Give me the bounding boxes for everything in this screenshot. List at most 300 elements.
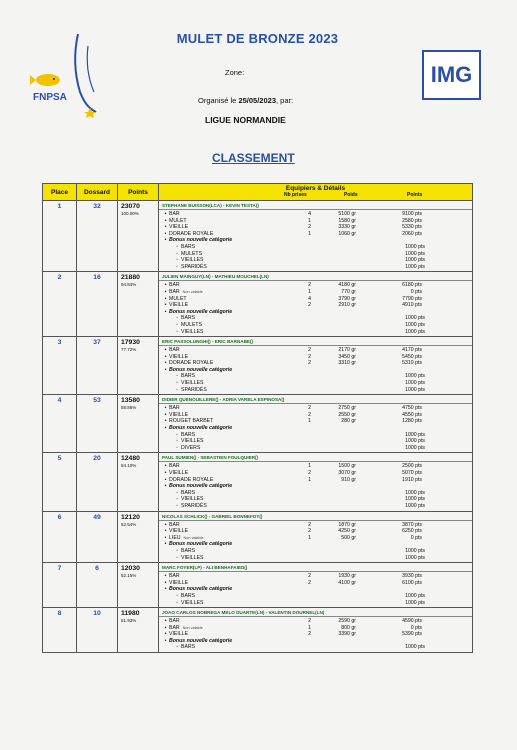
bullet-icon: •	[164, 360, 167, 367]
catch-points: 5070 pts	[402, 470, 422, 476]
species-name: DORADE ROYALE	[169, 360, 214, 367]
bonus-spacer	[272, 490, 314, 497]
bonus-line	[162, 438, 469, 445]
bullet-icon: •	[164, 624, 167, 631]
catch-line	[162, 477, 469, 484]
circle-bullet-icon: ◦	[176, 243, 178, 250]
bullet-icon: •	[164, 295, 167, 302]
species-name: BAR	[169, 405, 180, 412]
catch-line	[162, 289, 469, 296]
bullet-icon: •	[164, 528, 167, 535]
catch-species	[169, 412, 269, 419]
bonus-line	[162, 251, 469, 258]
species-name: VIEILLE	[169, 302, 189, 309]
team-names: JOAO CARLOS NOBREGA MELO DUARTE(LN) - VALENTIN DOURNEL(LN)	[159, 609, 472, 617]
bonus-category: BARS	[181, 644, 196, 651]
bonus-line	[162, 503, 469, 510]
catch-species	[169, 282, 269, 289]
catch-points: 5330 pts	[402, 224, 422, 231]
bonus-spacer	[272, 257, 314, 264]
bonus-line	[162, 548, 469, 555]
catch-species	[169, 405, 269, 412]
bonus-title: Bonus nouvelle catégorie	[169, 586, 233, 593]
header-dossard: Dossard	[77, 184, 118, 201]
catch-weight: 4180 gr	[338, 282, 356, 289]
catch-weight: 3070 gr	[338, 470, 356, 476]
catch-weight: 500 gr	[341, 534, 356, 541]
catch-species	[169, 573, 269, 580]
catch-count: 1	[308, 624, 311, 631]
bonus-heading	[162, 541, 469, 548]
total-points: 21880	[121, 274, 140, 282]
catch-species	[169, 418, 269, 425]
bonus-category: SPARIDÉS	[181, 386, 207, 393]
points-cell	[118, 272, 159, 337]
table-row	[43, 608, 473, 653]
bullet-icon: •	[164, 425, 167, 432]
bonus-category: BARS	[181, 592, 196, 599]
dossard-cell: 49	[77, 511, 118, 563]
catch-weight: 4100 gr	[338, 579, 356, 586]
bonus-heading	[162, 237, 469, 244]
bonus-line	[162, 445, 469, 452]
catch-line	[162, 463, 469, 470]
catch-count: 1	[308, 288, 311, 295]
catch-line	[162, 470, 469, 477]
bonus-line	[162, 432, 469, 439]
bonus-spacer	[272, 445, 314, 452]
catch-line	[162, 302, 469, 309]
catch-species	[169, 470, 269, 477]
catch-count: 2	[308, 573, 311, 580]
catch-points: 5450 pts	[402, 353, 422, 360]
catch-weight: 280 gr	[341, 418, 356, 425]
catch-line	[162, 580, 469, 587]
invalid-note: Non valable	[183, 535, 204, 540]
bonus-spacer	[314, 373, 359, 380]
bullet-icon: •	[164, 282, 167, 289]
catch-points: 4910 pts	[402, 302, 422, 309]
bonus-points: 1000 pts	[405, 599, 425, 606]
catch-count: 1	[308, 534, 311, 541]
catch-points: 4550 pts	[402, 411, 422, 418]
bonus-line	[162, 315, 469, 322]
organise-date: 25/05/2023	[238, 96, 276, 105]
catch-species	[169, 360, 269, 367]
points-percentage: 58.86%	[121, 405, 137, 411]
bonus-points: 1000 pts	[405, 380, 425, 387]
bonus-line	[162, 322, 469, 329]
catch-points: 6180 pts	[402, 282, 422, 289]
points-cell	[118, 201, 159, 272]
details-cell	[159, 511, 473, 563]
bullet-icon: •	[164, 573, 167, 580]
catch-line	[162, 535, 469, 542]
points-percentage: 51.93%	[121, 618, 137, 624]
bonus-category: BARS	[181, 373, 196, 380]
circle-bullet-icon: ◦	[176, 431, 178, 438]
species-name: BAR	[169, 211, 180, 217]
place-cell: 3	[43, 337, 77, 395]
bonus-line	[162, 496, 469, 503]
bonus-spacer	[314, 496, 359, 503]
bullet-icon: •	[164, 586, 167, 593]
catch-count: 1	[308, 418, 311, 425]
circle-bullet-icon: ◦	[176, 547, 178, 554]
bonus-spacer	[272, 600, 314, 607]
bonus-spacer	[314, 548, 359, 555]
bonus-category: SPARIDÉS	[181, 502, 207, 509]
bullet-icon: •	[164, 579, 167, 586]
points-percentage: 52.15%	[121, 573, 137, 579]
dossard-cell: 37	[77, 337, 118, 395]
results-body	[43, 201, 473, 653]
details-cell	[159, 272, 473, 337]
bullet-icon: •	[164, 347, 167, 354]
species-name: BAR	[169, 463, 180, 470]
species-name: VIEILLE	[169, 411, 189, 418]
catch-points: 3930 pts	[402, 573, 422, 580]
bonus-spacer	[314, 432, 359, 439]
catch-weight: 800 gr	[341, 624, 356, 631]
organise-line	[198, 96, 293, 105]
total-points: 23070	[121, 203, 140, 210]
bonus-category: BARS	[181, 489, 196, 496]
species-name: BAR	[169, 282, 180, 289]
catch-weight: 2910 gr	[338, 302, 356, 309]
bonus-spacer	[272, 496, 314, 503]
bonus-category: VIEILLES	[181, 599, 204, 606]
dossard-cell: 10	[77, 608, 118, 653]
bonus-points: 1000 pts	[405, 243, 425, 250]
catch-line	[162, 218, 469, 225]
bullet-icon: •	[164, 237, 167, 244]
catch-weight: 2550 gr	[338, 411, 356, 418]
bonus-category: BARS	[181, 547, 196, 554]
catch-points: 0 pts	[410, 624, 422, 631]
zone-label: Zone:	[225, 68, 245, 77]
dossard-cell: 32	[77, 201, 118, 272]
details-cell	[159, 608, 473, 653]
points-percentage: 52.54%	[121, 521, 137, 527]
bonus-title: Bonus nouvelle catégorie	[169, 637, 233, 644]
table-row	[43, 337, 473, 395]
bonus-spacer	[314, 644, 359, 651]
catch-line	[162, 618, 469, 625]
bonus-spacer	[272, 555, 314, 562]
bullet-icon: •	[164, 534, 167, 541]
bullet-icon: •	[164, 217, 167, 224]
bonus-category: SPARIDÉS	[181, 263, 207, 270]
bonus-spacer	[272, 264, 314, 271]
details-cell	[159, 337, 473, 395]
place-cell: 2	[43, 272, 77, 337]
bonus-line	[162, 329, 469, 336]
bonus-title: Bonus nouvelle catégorie	[169, 308, 233, 315]
total-points: 12480	[121, 455, 140, 463]
bonus-points: 1000 pts	[405, 444, 425, 451]
team-names: ERIC PASSOLUNGHI() - ERIC BARNABE()	[159, 338, 472, 346]
catch-count: 2	[308, 470, 311, 476]
bonus-points: 1000 pts	[405, 502, 425, 509]
bonus-spacer	[314, 322, 359, 329]
bonus-title: Bonus nouvelle catégorie	[169, 425, 233, 432]
points-cell	[118, 453, 159, 511]
bullet-icon: •	[164, 483, 167, 490]
species-name: VIEILLE	[169, 528, 189, 535]
bonus-spacer	[314, 315, 359, 322]
bullet-icon: •	[164, 302, 167, 309]
bonus-spacer	[314, 251, 359, 258]
catch-count: 2	[308, 528, 311, 535]
species-name: VIEILLE	[169, 224, 189, 231]
species-name: BAR	[169, 347, 180, 354]
catch-points: 4750 pts	[402, 405, 422, 412]
catch-species	[169, 522, 269, 529]
catch-count: 2	[308, 224, 311, 231]
organise-suffix: , par:	[276, 96, 294, 105]
table-row	[43, 563, 473, 608]
bullet-icon: •	[164, 521, 167, 528]
header-details-title: Equipiers & Détails	[285, 185, 346, 192]
bonus-points: 1000 pts	[405, 644, 425, 651]
bonus-category: BARS	[181, 243, 196, 250]
circle-bullet-icon: ◦	[176, 257, 178, 264]
catch-species	[169, 535, 269, 542]
points-cell	[118, 395, 159, 453]
catch-weight: 1500 gr	[338, 463, 356, 470]
total-points: 12030	[121, 565, 140, 573]
invalid-note: Non valable	[182, 289, 203, 294]
catch-line	[162, 347, 469, 354]
team-names: NICOLAS SCHLICK() - GABRIEL BONNEFOY()	[159, 513, 472, 521]
catch-points: 4590 pts	[402, 618, 422, 625]
catch-line	[162, 631, 469, 638]
catch-species	[169, 296, 269, 303]
bonus-spacer	[272, 373, 314, 380]
total-points: 13580	[121, 397, 140, 405]
dossard-cell: 6	[77, 563, 118, 608]
catch-points: 5310 pts	[402, 360, 422, 367]
fish-logo-icon	[28, 32, 118, 122]
catch-points: 9100 pts	[402, 211, 422, 217]
bonus-category: VIEILLES	[181, 554, 204, 561]
table-row	[43, 272, 473, 337]
species-name: DORADE ROYALE	[169, 230, 214, 237]
catch-count: 2	[308, 302, 311, 309]
catch-weight: 910 gr	[341, 476, 356, 483]
catch-line	[162, 354, 469, 361]
bonus-spacer	[272, 322, 314, 329]
bullet-icon: •	[164, 224, 167, 231]
bonus-points: 1000 pts	[405, 554, 425, 561]
catch-species	[169, 477, 269, 484]
bonus-spacer	[314, 593, 359, 600]
points-percentage: 100.00%	[121, 211, 139, 216]
catch-points: 6250 pts	[402, 528, 422, 535]
place-cell: 8	[43, 608, 77, 653]
bonus-line	[162, 593, 469, 600]
catch-weight: 1580 gr	[338, 217, 356, 224]
catch-line	[162, 418, 469, 425]
place-cell: 7	[43, 563, 77, 608]
circle-bullet-icon: ◦	[176, 438, 178, 445]
catch-count: 2	[308, 282, 311, 289]
bullet-icon: •	[164, 353, 167, 360]
bullet-icon: •	[164, 288, 167, 295]
catch-line	[162, 224, 469, 231]
catch-species	[169, 463, 269, 470]
circle-bullet-icon: ◦	[176, 380, 178, 387]
catch-points: 5390 pts	[402, 631, 422, 638]
bonus-spacer	[314, 438, 359, 445]
bonus-title: Bonus nouvelle catégorie	[169, 366, 233, 373]
bonus-spacer	[314, 380, 359, 387]
bonus-line	[162, 373, 469, 380]
catch-points: 2580 pts	[402, 217, 422, 224]
catch-count: 2	[308, 579, 311, 586]
table-row	[43, 201, 473, 272]
catch-line	[162, 211, 469, 218]
header-poids: Poids	[344, 192, 358, 198]
catch-weight: 3310 gr	[338, 360, 356, 367]
bonus-spacer	[314, 555, 359, 562]
classement-heading: CLASSEMENT	[212, 151, 295, 165]
catch-count: 2	[308, 618, 311, 625]
team-names: JULIEN MAINGUY(LN) - MATHIEU MOUCHEL(LN)	[159, 273, 472, 281]
catch-line	[162, 405, 469, 412]
bonus-heading	[162, 367, 469, 374]
bonus-line	[162, 380, 469, 387]
organise-prefix: Organisé le	[198, 96, 237, 105]
bonus-category: VIEILLES	[181, 496, 204, 503]
points-percentage: 94.84%	[121, 282, 137, 288]
organizer-name: LIGUE NORMANDIE	[205, 115, 286, 125]
header-nb-prises: Nb prises	[284, 192, 307, 198]
bonus-points: 1000 pts	[405, 328, 425, 335]
catch-weight: 2170 gr	[338, 347, 356, 354]
bonus-spacer	[272, 503, 314, 510]
bonus-spacer	[272, 315, 314, 322]
catch-species	[169, 302, 269, 309]
bonus-points: 1000 pts	[405, 321, 425, 328]
page-title: MULET DE BRONZE 2023	[176, 31, 339, 46]
catch-weight: 1930 gr	[338, 573, 356, 580]
catch-points: 0 pts	[410, 534, 422, 541]
catch-species	[169, 354, 269, 361]
circle-bullet-icon: ◦	[176, 489, 178, 496]
table-row	[43, 453, 473, 511]
species-name: VIEILLE	[169, 353, 189, 360]
bullet-icon: •	[164, 631, 167, 638]
total-points: 11980	[121, 610, 140, 618]
species-name: BAR	[169, 288, 180, 295]
bonus-category: VIEILLES	[181, 438, 204, 445]
table-header-row	[43, 184, 473, 201]
species-name: MULET	[169, 295, 187, 302]
circle-bullet-icon: ◦	[176, 373, 178, 380]
circle-bullet-icon: ◦	[176, 592, 178, 599]
bonus-line	[162, 244, 469, 251]
team-names: PAUL SUMIEN() - SEBASTIEN FOULQUIER()	[159, 454, 472, 462]
catch-weight: 1870 gr	[338, 521, 356, 528]
bullet-icon: •	[164, 366, 167, 373]
dossard-cell: 53	[77, 395, 118, 453]
bullet-icon: •	[164, 230, 167, 237]
bonus-points: 1000 pts	[405, 386, 425, 393]
bonus-points: 1000 pts	[405, 489, 425, 496]
bonus-spacer	[272, 644, 314, 651]
catch-count: 2	[308, 360, 311, 367]
catch-count: 1	[308, 230, 311, 237]
bonus-heading	[162, 483, 469, 490]
catch-species	[169, 528, 269, 535]
catch-count: 2	[308, 353, 311, 360]
species-name: BAR	[169, 624, 180, 631]
catch-points: 3870 pts	[402, 521, 422, 528]
species-name: ROUGET BARBET	[169, 418, 214, 425]
points-percentage: 54.10%	[121, 463, 137, 469]
bonus-points: 1000 pts	[405, 438, 425, 445]
bullet-icon: •	[164, 541, 167, 548]
bonus-spacer	[314, 490, 359, 497]
bonus-heading	[162, 638, 469, 645]
bonus-points: 1000 pts	[405, 592, 425, 599]
catch-count: 4	[308, 211, 311, 217]
img-logo: IMG	[422, 50, 481, 100]
circle-bullet-icon: ◦	[176, 315, 178, 322]
bonus-spacer	[272, 329, 314, 336]
bullet-icon: •	[164, 637, 167, 644]
catch-count: 1	[308, 476, 311, 483]
species-name: BAR	[169, 573, 180, 580]
bonus-category: DIVERS	[181, 444, 201, 451]
catch-count: 2	[308, 631, 311, 638]
bonus-line	[162, 490, 469, 497]
circle-bullet-icon: ◦	[176, 644, 178, 651]
fnpsa-logo	[28, 32, 118, 122]
bonus-category: VIEILLES	[181, 257, 204, 264]
bonus-points: 1000 pts	[405, 315, 425, 322]
species-name: VIEILLE	[169, 631, 189, 638]
team-names: STEPHANE BUISSON(LCA) - KEVIN TESTA()	[159, 202, 472, 210]
table-row	[43, 395, 473, 453]
species-name: DORADE ROYALE	[169, 476, 214, 483]
circle-bullet-icon: ◦	[176, 599, 178, 606]
catch-points: 2060 pts	[402, 230, 422, 237]
species-name: LIEU	[169, 534, 181, 541]
details-cell	[159, 395, 473, 453]
bullet-icon: •	[164, 405, 167, 412]
place-cell: 5	[43, 453, 77, 511]
bonus-title: Bonus nouvelle catégorie	[169, 541, 233, 548]
bullet-icon: •	[164, 470, 167, 476]
bullet-icon: •	[164, 463, 167, 470]
bonus-points: 1000 pts	[405, 496, 425, 503]
points-cell	[118, 337, 159, 395]
catch-weight: 5100 gr	[338, 211, 356, 217]
circle-bullet-icon: ◦	[176, 496, 178, 503]
catch-line	[162, 231, 469, 238]
header-place: Place	[43, 184, 77, 201]
bonus-line	[162, 264, 469, 271]
bonus-spacer	[314, 244, 359, 251]
bonus-category: MULETS	[181, 250, 203, 257]
circle-bullet-icon: ◦	[176, 328, 178, 335]
bonus-spacer	[272, 387, 314, 394]
species-name: MULET	[169, 217, 187, 224]
bonus-title: Bonus nouvelle catégorie	[169, 237, 233, 244]
